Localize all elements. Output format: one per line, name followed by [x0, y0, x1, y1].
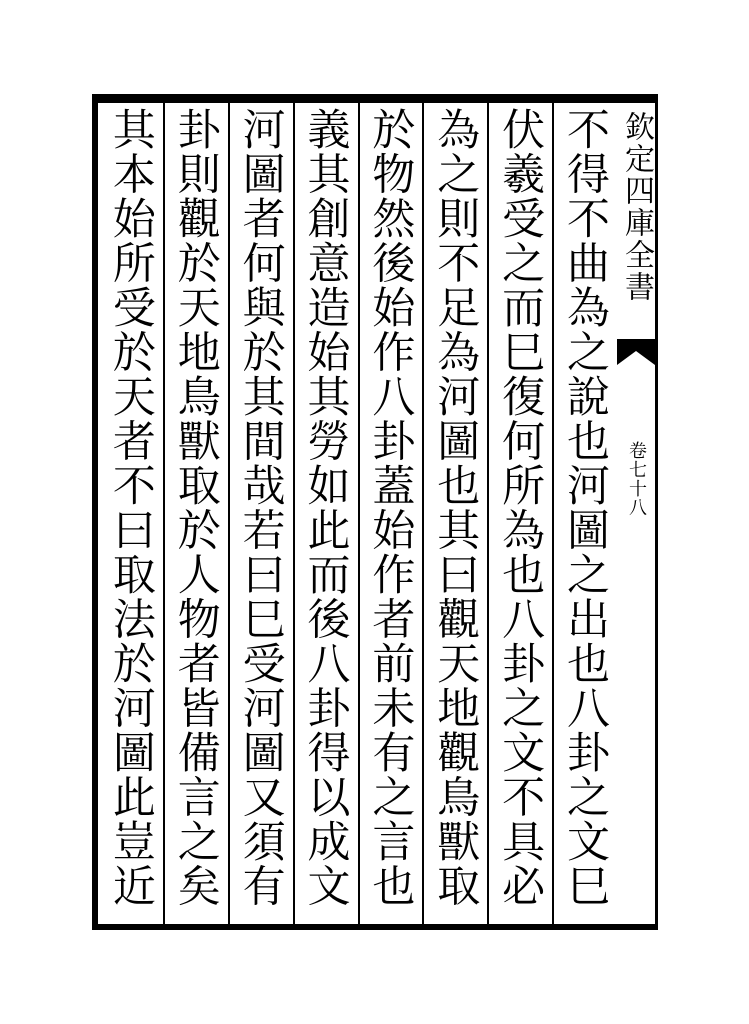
text-column-1: 不得不曲為之說也河圖之出也八卦之文巳	[552, 103, 617, 924]
text-column-6: 河圖者何與於其間哉若曰巳受河圖又須有	[228, 103, 293, 924]
volume-number: 卷七十八	[626, 441, 647, 517]
text-column-3: 為之則不足為河圖也其曰觀天地觀鳥獸取	[422, 103, 487, 924]
text-column-4: 於物然後始作八卦蓋始作者前未有之言也	[358, 103, 423, 924]
book-title: 欽定四庫全書	[619, 111, 654, 303]
frame-right-border	[655, 94, 658, 930]
text-columns	[98, 103, 617, 924]
margin-strip	[617, 103, 655, 924]
text-column-8: 其本始所受於天者不曰取法於河圖此豈近	[105, 107, 156, 908]
text-column-2: 伏羲受之而巳復何所為也八卦之文不具必	[487, 103, 552, 924]
text-column-5: 義其創意造始其勞如此而後八卦得以成文	[293, 103, 358, 924]
fishtail-mark-icon	[617, 339, 655, 365]
text-column-7: 卦則觀於天地鳥獸取於人物者皆備言之矣	[163, 103, 228, 924]
